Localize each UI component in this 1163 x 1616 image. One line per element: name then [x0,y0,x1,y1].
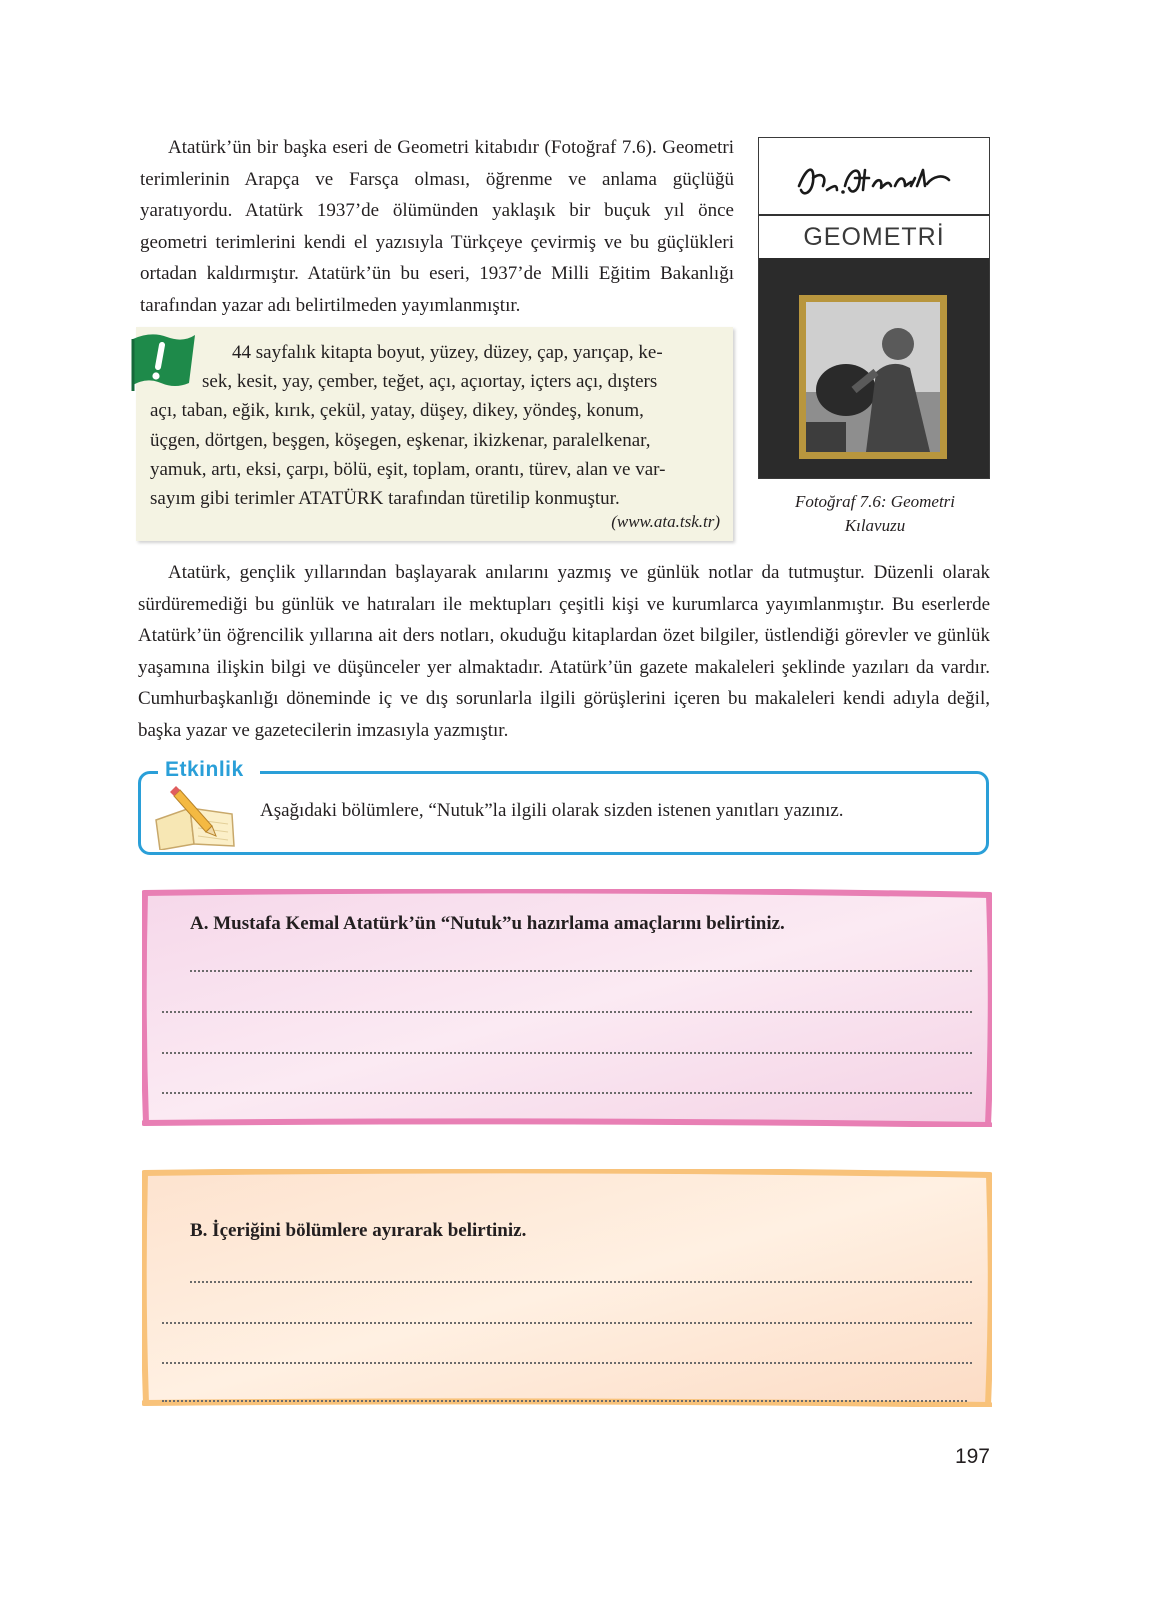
notebook-pencil-icon [150,780,240,850]
question-a-label: A. Mustafa Kemal Atatürk’ün “Nutuk”u hazırlama amaçlarını belirtiniz. [190,913,785,934]
answer-line[interactable] [162,1400,967,1402]
memoirs-paragraph: Atatürk, gençlik yıllarından başlayarak anılarını yazmış ve günlük notlar da tutmuştur. Düzenli olarak sürdüremediği bu günlük ve hatıraları ile mektupları çeşitli kişi ve kurumlarca yayımlanmıştır. Bu eserlerde Atatürk’ün öğrencilik yıllarına ait ders notları, okuduğu kitaplardan özet bilgiler, üstlendiği görevler ve günlük yaşamına ilişkin bilgi ve düşünceler yer almaktadır. Atatürk’ün gazete makaleleri şeklinde yazıları da vardır. Cumhurbaşkanlığı döneminde iç ve dış sorunlarla ilgili görüşlerini içeren bu makaleleri kendi adıyla değil, başka yazar ve gazetecilerin imzasıyla yazmıştır. [138,562,990,741]
photo-caption: Fotoğraf 7.6: Geometri Kılavuzu [794,492,956,535]
note-line: sek, kesit, yay, çember, teğet, açı, açıortay, içters açı, dışters [202,371,658,393]
note-text [150,338,722,513]
note-line: sayım gibi terimler ATATÜRK tarafından türetilip konmuştur. [150,488,620,510]
note-line: açı, taban, eğik, kırık, çekül, yatay, düşey, dikey, yöndeş, konum, [150,400,644,422]
answer-line[interactable] [190,1281,972,1283]
note-line: 44 sayfalık kitapta boyut, yüzey, düzey, çap, yarıçap, ke- [232,342,663,363]
ataturk-signature [793,156,957,200]
question-b-box [142,1169,992,1407]
answer-line[interactable] [162,1322,972,1324]
cover-title: GEOMETRİ [759,216,989,258]
answer-line[interactable] [162,1092,972,1094]
answer-line[interactable] [190,970,972,972]
portrait-image [806,302,940,452]
page-number: 197 [954,1445,990,1468]
answer-line[interactable] [162,1052,972,1054]
note-line: yamuk, artı, eksi, çarpı, bölü, eşit, toplam, orantı, türev, alan ve var- [150,458,666,480]
question-b-label: B. İçeriğini bölümlere ayırarak belirtiniz. [190,1220,527,1241]
note-source: (www.ata.tsk.tr) [611,512,720,531]
note-line: üçgen, dörtgen, beşgen, köşegen, eşkenar, ikizkenar, paralelkenar, [150,429,651,451]
geometri-book-cover [758,137,990,479]
activity-title: Etkinlik [165,758,244,781]
answer-line[interactable] [162,1362,972,1364]
answer-line[interactable] [162,1011,972,1013]
portrait-photo [799,295,947,459]
intro-paragraph: Atatürk’ün bir başka eseri de Geometri kitabıdır (Fotoğraf 7.6). Geometri terimlerinin Arapça ve Farsça olması, öğrenme ve anlama güçlüğü yaratıyordu. Atatürk 1937’de ölümünden yaklaşık bir buçuk yıl önce geometri terimlerini kendi el yazısıyla Türkçeye çevirmiş ve bu güçlükleri ortadan kaldırmıştır. Atatürk’ün bu eseri, 1937’de Milli Eğitim Bakanlığı tarafından yazar adı belirtilmeden yayımlanmıştır. [140,137,734,316]
activity-instruction: Aşağıdaki bölümlere, “Nutuk”la ilgili olarak sizden istenen yanıtları yazınız. [260,800,844,821]
